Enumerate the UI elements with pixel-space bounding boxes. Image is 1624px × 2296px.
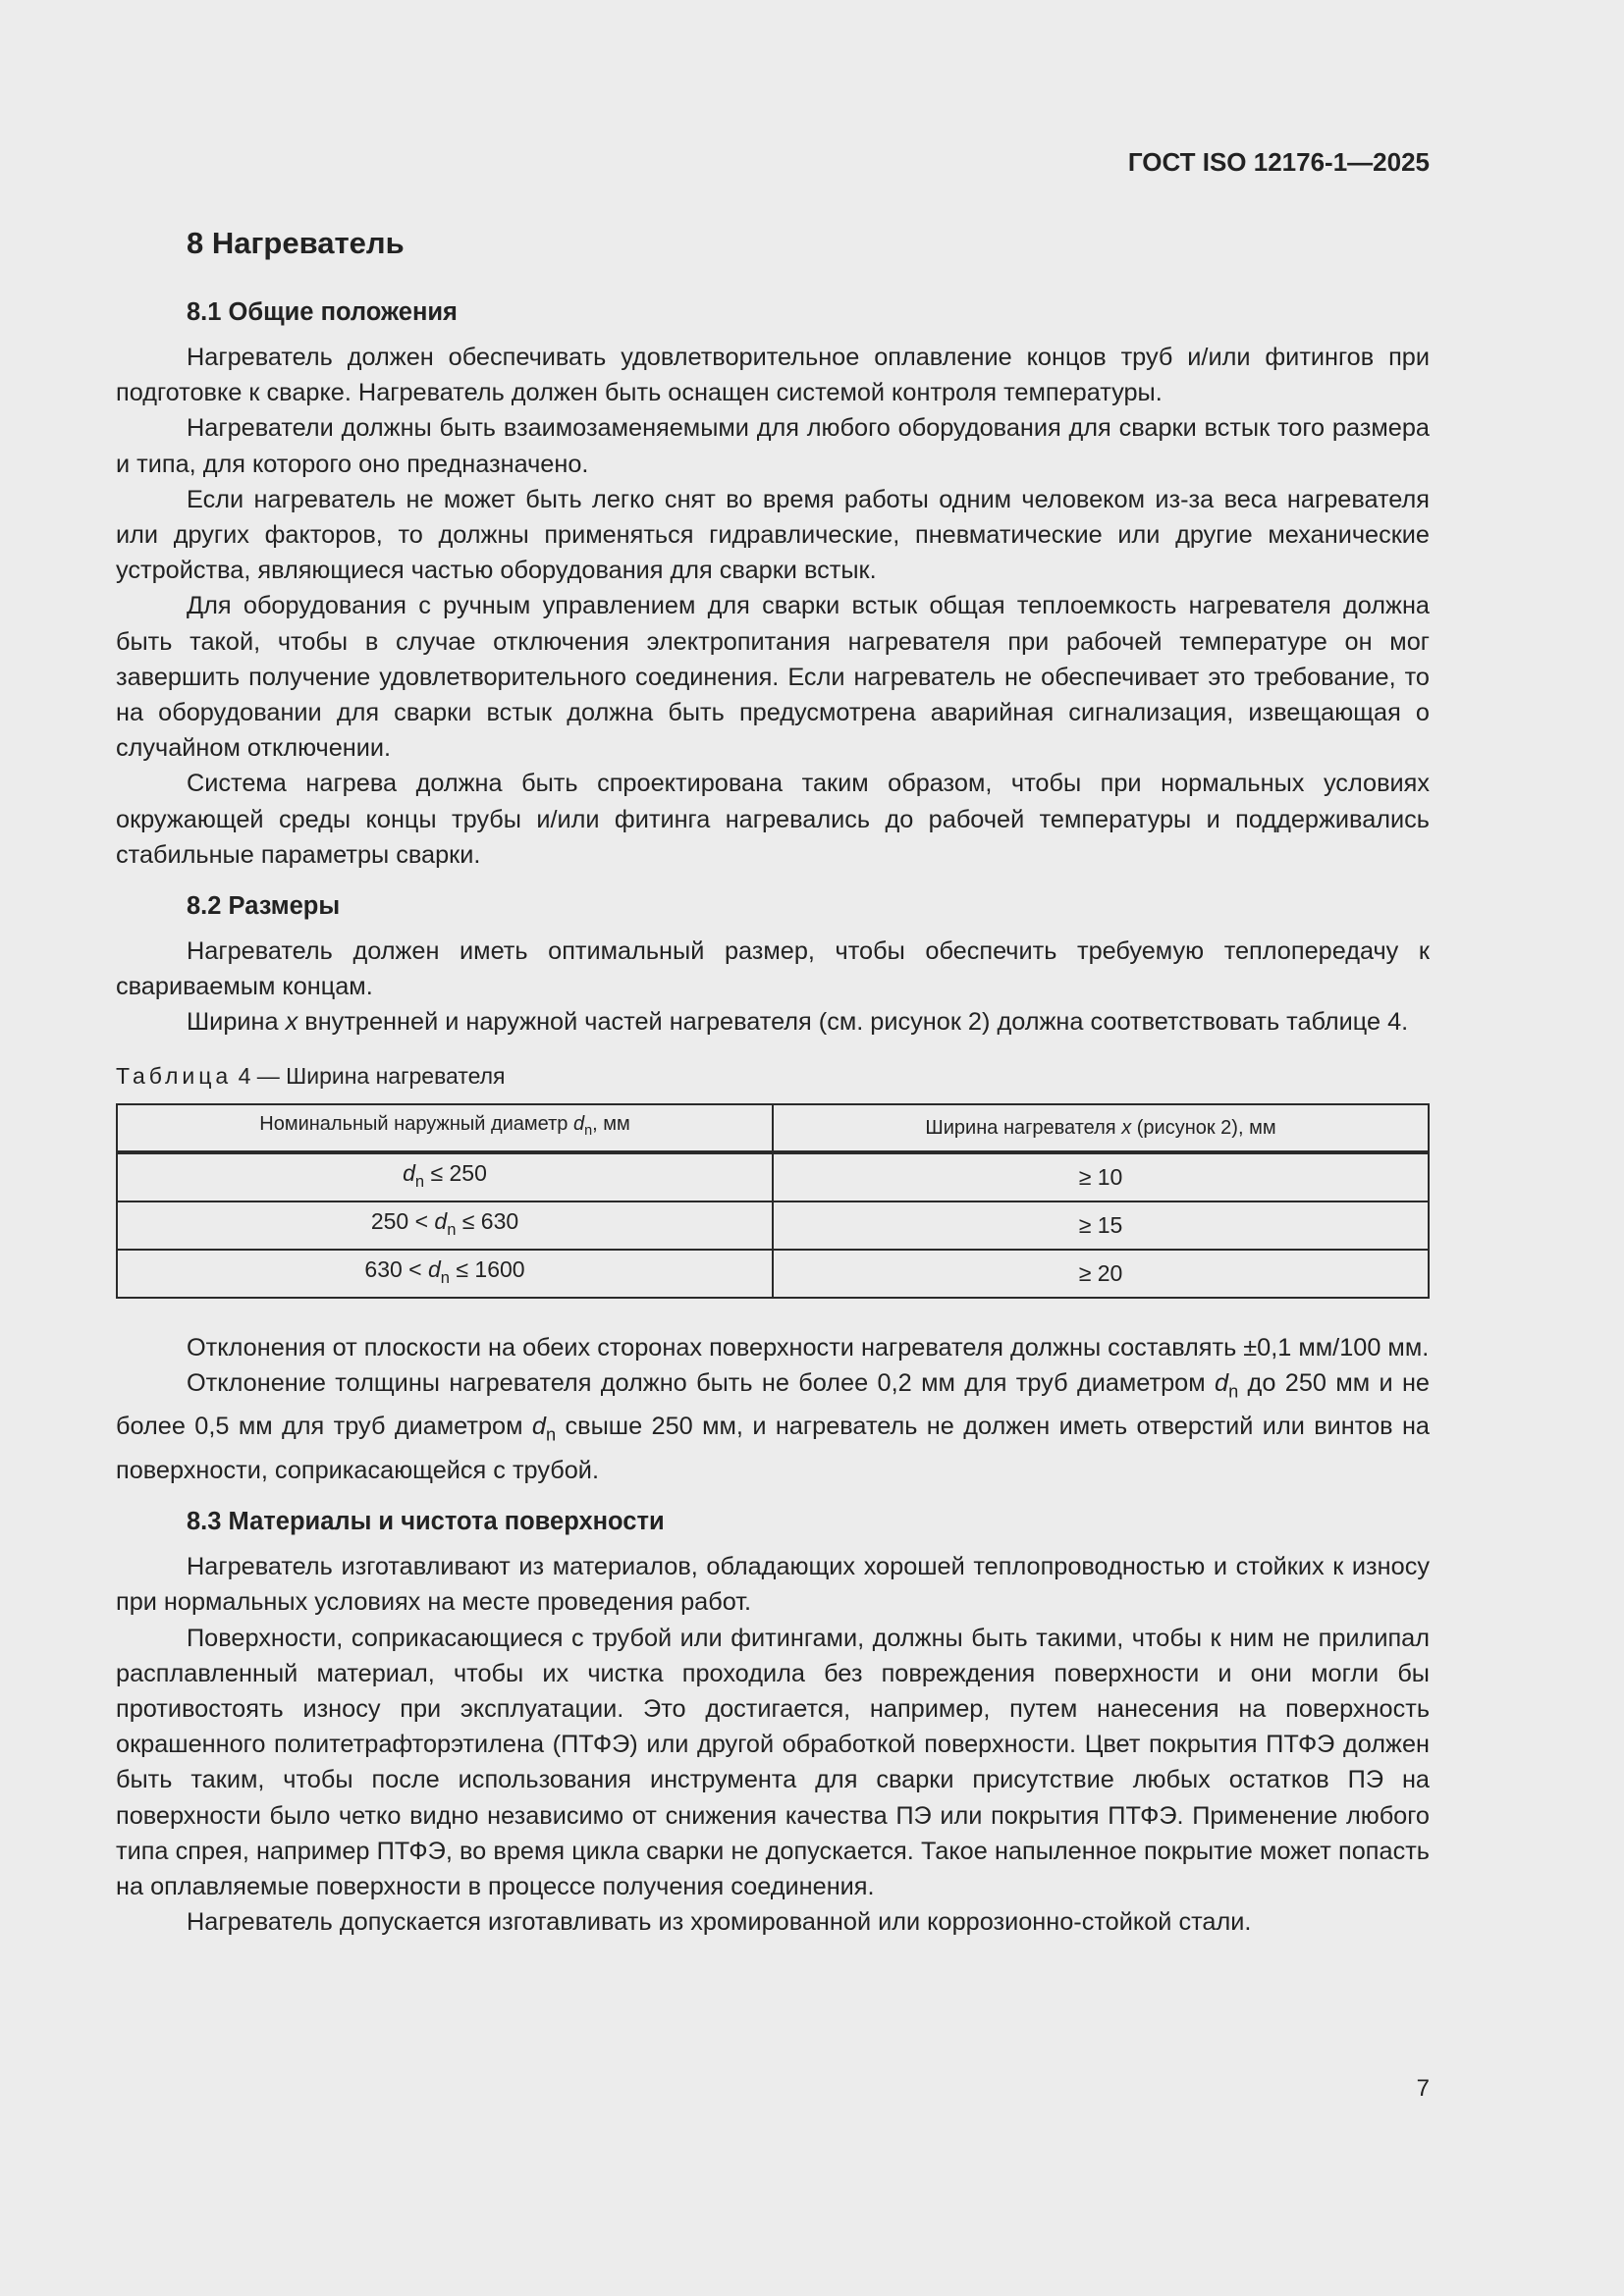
paragraph: Нагреватель изготавливают из материалов, обладающих хорошей теплопроводностью и стойких к износу при нормальных условиях на месте проведения работ. bbox=[116, 1553, 1430, 1617]
paragraph: Система нагрева должна быть спроектирована таким образом, чтобы при нормальных условиях окружающей среды концы трубы и/или фитинга нагревались до рабочей температуры и поддерживались стабильные параметры сварки. bbox=[116, 770, 1430, 869]
table-cell-diameter: $630 < d_n \le 1600$ bbox=[117, 1250, 773, 1298]
paragraph: Нагреватель должен иметь оптимальный размер, чтобы обеспечить требуемую теплопередачу к свариваемым концам. bbox=[116, 937, 1430, 1001]
paragraph: Нагреватель должен обеспечивать удовлетворительное оплавление концов труб и/или фитингов при подготовке к сварке. Нагреватель должен быть оснащен системой контроля температуры. bbox=[116, 344, 1430, 407]
paragraph: Нагреватель допускается изготавливать из хромированной или коррозионно-стойкой стали. bbox=[187, 1908, 1252, 1937]
page-content bbox=[116, 222, 1430, 1940]
column-header-width: Ширина нагревателя x (рисунок 2), мм bbox=[773, 1104, 1429, 1152]
table-cell-width: ≥ 20 bbox=[773, 1250, 1429, 1298]
table-header-row bbox=[117, 1104, 1429, 1152]
table-row bbox=[117, 1201, 1429, 1250]
subsection-heading-8-3: 8.3 Материалы и чистота поверхности bbox=[187, 1508, 665, 1536]
table-cell-diameter: $250 < d_n \le 630$ bbox=[117, 1201, 773, 1250]
paragraph: Нагреватели должны быть взаимозаменяемыми для любого оборудования для сварки встык того размера и типа, для которого оно предназначено. bbox=[116, 414, 1430, 478]
table-caption-text: 4 — Ширина нагревателя bbox=[232, 1062, 506, 1089]
table-cell-width: ≥ 15 bbox=[773, 1201, 1429, 1250]
table-cell-width: ≥ 10 bbox=[773, 1152, 1429, 1201]
subsection-heading-8-2: 8.2 Размеры bbox=[187, 892, 341, 921]
table-caption bbox=[116, 1060, 1430, 1092]
text-fragment: внутренней и наружной частей нагревателя (см. рисунок 2) должна соответствовать таблице 4. bbox=[298, 1008, 1409, 1037]
variable-x: x bbox=[285, 1008, 298, 1037]
table-caption-word: Таблица bbox=[116, 1062, 233, 1089]
table-row bbox=[117, 1250, 1429, 1298]
paragraph: Если нагреватель не может быть легко снят во время работы одним человеком из-за веса нагревателя или других факторов, то должны применяться гидравлические, пневматические или другие механические устройства, являющиеся частью оборудования для сварки встык. bbox=[116, 485, 1430, 585]
heater-width-table bbox=[116, 1103, 1430, 1299]
paragraph: Для оборудования с ручным управлением для сварки встык общая теплоемкость нагревателя должна быть такой, чтобы в случае отключения электропитания нагревателя при рабочей температуре он мог завершить получение удовлетворительного соединения. Если нагреватель не обеспечивает это требование, то на оборудовании для сварки встык должна быть предусмотрена аварийная сигнализация, извещающая о случайном отключении. bbox=[116, 592, 1430, 763]
table-cell-diameter: $d_n \le 250$ bbox=[117, 1152, 773, 1201]
section-heading: 8 Нагреватель bbox=[187, 226, 405, 260]
page-number: 7 bbox=[1416, 2075, 1430, 2102]
paragraph: Отклонение толщины нагревателя должно быть не более 0,2 мм для труб диаметром $d_n$ до 250 мм и не более 0,5 мм для труб диаметром $d_n$ свыше 250 мм, и нагреватель не должен иметь отверстий или винтов на поверхности, соприкасающейся с трубой. bbox=[116, 1368, 1431, 1485]
paragraph: Поверхности, соприкасающиеся с трубой или фитингами, должны быть такими, чтобы к ним не прилипал расплавленный материал, чтобы их чистка проходила без повреждения поверхности и они могли бы противостоять износу при эксплуатации. Это достигается, например, путем нанесения на поверхность окрашенного политетрафторэтилена (ПТФЭ) или другой обработкой поверхности. Цвет покрытия ПТФЭ должен быть таким, чтобы после использования инструмента для сварки присутствие любых остатков ПЭ на поверхности было четко видно независимо от снижения качества ПЭ или покрытия ПТФЭ. Применение любого типа спрея, например ПТФЭ, во время цикла сварки не допускается. Такое напыленное покрытие может попасть на оплавляемые поверхности в процессе получения соединения. bbox=[116, 1624, 1430, 1901]
paragraph: Отклонения от плоскости на обеих сторонах поверхности нагревателя должны составлять ±0,1 мм/100 мм. bbox=[187, 1333, 1430, 1362]
table-row bbox=[117, 1152, 1429, 1201]
standard-designation: ГОСТ ISO 12176-1—2025 bbox=[1127, 147, 1430, 177]
text-fragment: Ширина bbox=[187, 1008, 286, 1037]
column-header-diameter: Номинальный наружный диаметр $d_n$, мм bbox=[117, 1104, 773, 1152]
subsection-heading-8-1: 8.1 Общие положения bbox=[187, 298, 458, 326]
paragraph bbox=[116, 1004, 1430, 1040]
